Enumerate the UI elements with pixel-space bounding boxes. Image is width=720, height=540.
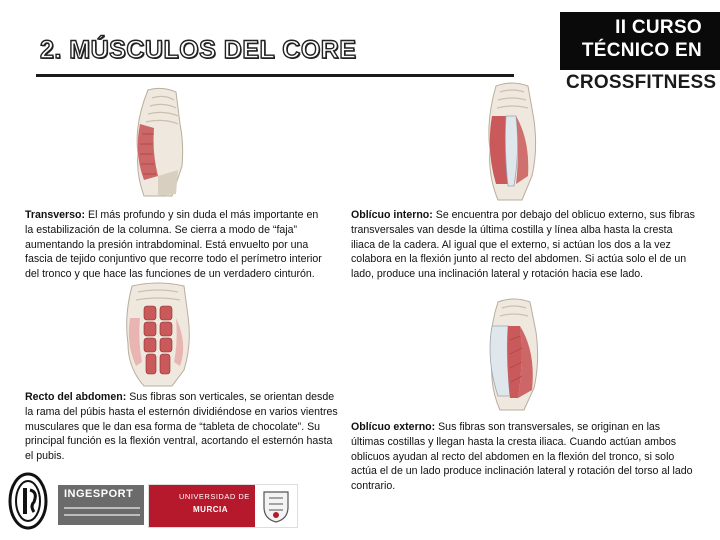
um-line-2: MURCIA	[193, 505, 228, 514]
transverso-text: El más profundo y sin duda el más importante en la estabilización de la columna. Se cierra a modo de “faja” aumentando la presión intrabdominal. Está envuelto por una fascia de tejido conjuntivo que recorre todo el perímetro interior del tronco y que hace las funciones de un verdadero cinturón.	[25, 209, 322, 281]
transverso-term: Transverso:	[25, 209, 86, 221]
oblicuo-interno-figure	[476, 80, 548, 204]
oblicuo-externo-term: Oblícuo externo:	[351, 421, 436, 433]
oblicuo-interno-description	[351, 208, 696, 282]
recto-abdomen-text: Sus fibras son verticales, se orientan desde la rama del púbis hasta el esternón dividiéndose en varios vientres musculares que le dan esa forma de “tableta de chocolate”. Su principal función es la flexión ventral, acortando el esternón hasta el pubis.	[25, 391, 338, 463]
recto-abdomen-figure	[118, 282, 198, 388]
ingesport-subline	[64, 514, 140, 516]
um-crest-icon	[261, 489, 291, 523]
oblicuo-interno-text: Se encuentra por debajo del oblicuo externo, sus fibras transversales van desde la última costilla y línea alba hasta la cresta iliaca de la cadera. Al igual que el externo, si actúan los dos a la vez colabora en la flexión junto al recto del abdomen. Si actúa solo el de un lado, produce una inclinación lateral y rotación hacia ese lado.	[351, 209, 695, 281]
seal-logo	[8, 472, 48, 530]
transverso-figure	[118, 84, 204, 202]
transverso-description	[25, 208, 325, 282]
oblicuo-interno-term: Oblícuo interno:	[351, 209, 433, 221]
badge-line-3: CROSSFITNESS	[566, 72, 717, 93]
badge-line-2: TÉCNICO EN	[581, 40, 702, 61]
oblicuo-externo-figure	[478, 296, 550, 414]
title-underline	[36, 74, 514, 77]
course-badge	[560, 12, 720, 96]
universidad-murcia-logo	[148, 484, 298, 528]
recto-abdomen-description	[25, 390, 343, 464]
oblicuo-externo-text: Sus fibras son transversales, se originan en las últimas costillas y llegan hasta la cresta iliaca. Cuando actúan ambos oblicuos ayudan al recto del abdomen en la flexión del tronco, si solo actúa el de un lado produce inclinación lateral y rotación del torso al lado contrario.	[351, 421, 693, 493]
badge-line-1: II CURSO	[615, 17, 702, 38]
ingesport-logo	[58, 485, 144, 525]
um-line-1: UNIVERSIDAD DE	[179, 492, 250, 501]
oblicuo-externo-description	[351, 420, 696, 494]
ingesport-name: INGESPORT	[64, 488, 134, 500]
page-title: 2. MÚSCULOS DEL CORE	[40, 36, 357, 64]
ingesport-subline	[64, 507, 140, 509]
recto-abdomen-term: Recto del abdomen:	[25, 391, 127, 403]
